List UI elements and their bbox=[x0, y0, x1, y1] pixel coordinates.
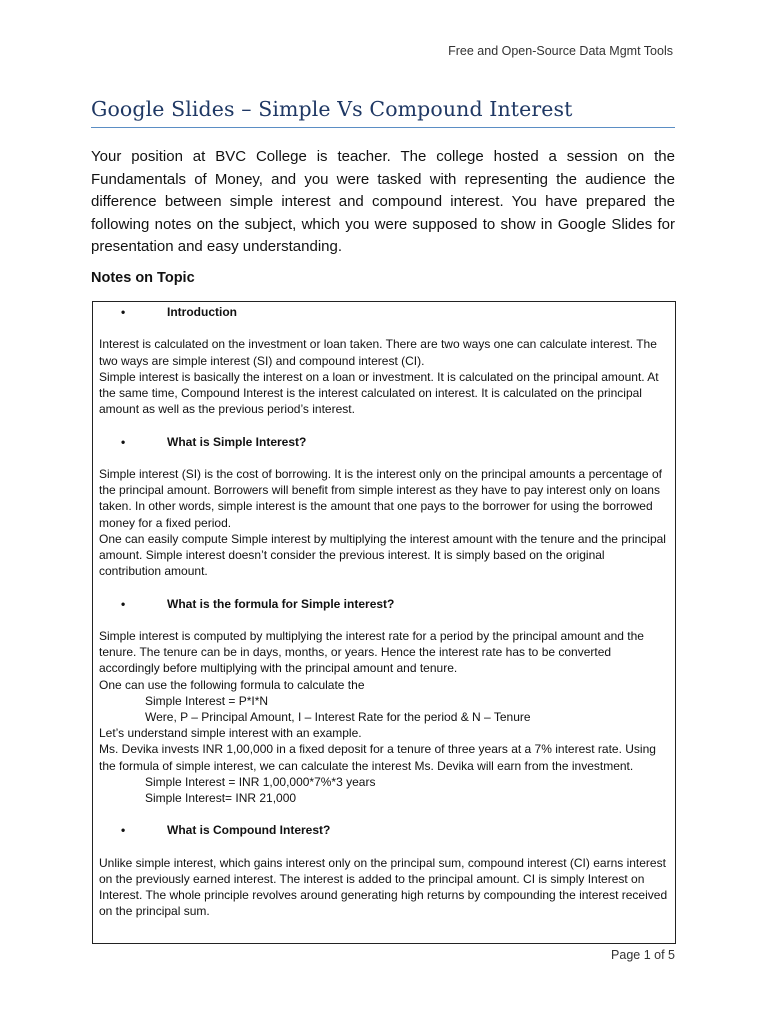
calculation-result: Simple Interest= INR 21,000 bbox=[145, 790, 297, 805]
bullet-icon: • bbox=[121, 434, 126, 449]
paragraph: Ms. Devika invests INR 1,00,000 in a fixed deposit for a tenure of three years at a 7% interest rate. Using the formula of simple interest, we can calculate the interest Ms. Devika will earn from the investment. bbox=[99, 742, 656, 773]
section-heading-text: What is Simple Interest? bbox=[167, 434, 307, 449]
paragraph: Simple interest (SI) is the cost of borrowing. It is the interest only on the principal amounts a percentage of the principal amount. Borrowers will benefit from simple interest as they have to pay interest only on loans taken. In other words, simple interest is the amount that one pays to the borrower for using the borrowed money for a fixed period. bbox=[99, 466, 662, 530]
document-title: Google Slides – Simple Vs Compound Interest bbox=[91, 97, 675, 128]
page-number: Page 1 of 5 bbox=[611, 948, 675, 962]
paragraph: Simple interest is basically the interest on a loan or investment. It is calculated on the principal amount. At the same time, Compound Interest is the interest calculated on interest. It is calculated on the principal amount as well as the previous period’s interest. bbox=[99, 369, 659, 417]
section-heading-simple-interest bbox=[99, 434, 669, 450]
section-heading-text: Introduction bbox=[167, 305, 237, 319]
running-header: Free and Open-Source Data Mgmt Tools bbox=[448, 44, 673, 58]
calculation-line: Simple Interest = INR 1,00,000*7%*3 years bbox=[145, 774, 376, 789]
bullet-icon: • bbox=[121, 823, 126, 838]
formula-definition: Were, P – Principal Amount, I – Interest Rate for the period & N – Tenure bbox=[145, 709, 531, 724]
bullet-icon: • bbox=[121, 596, 126, 611]
paragraph: Interest is calculated on the investment or loan taken. There are two ways one can calculate interest. The two ways are simple interest (SI) and compound interest (CI). bbox=[99, 337, 657, 368]
section-heading-compound-interest bbox=[99, 822, 669, 838]
section-heading-introduction bbox=[99, 304, 669, 320]
intro-paragraph: Your position at BVC College is teacher. The college hosted a session on the Fundamentals of Money, and you were tasked with representing the audience the difference between simple interest and compound interest. You have prepared the following notes on the subject, which you were supposed to show in Google Slides for presentation and easy understanding. bbox=[91, 148, 675, 256]
bullet-icon: • bbox=[121, 305, 126, 319]
paragraph: One can easily compute Simple interest by multiplying the interest amount with the tenure and the principal amount. Simple interest doesn’t consider the previous interest. It is simply based on the original contribution amount. bbox=[99, 531, 666, 579]
section-heading-formula bbox=[99, 596, 669, 612]
section-heading-text: What is the formula for Simple interest? bbox=[167, 596, 395, 611]
paragraph: Unlike simple interest, which gains interest only on the principal sum, compound interest (CI) earns interest on the previously earned interest. The interest is added to the principal amount. CI is simply Interest on Interest. The whole principle revolves around generating high returns by compounding the interest received on the principal sum. bbox=[99, 855, 668, 919]
notes-heading: Notes on Topic bbox=[91, 270, 195, 286]
formula-line: Simple Interest = P*I*N bbox=[145, 693, 269, 708]
section-heading-text: What is Compound Interest? bbox=[167, 823, 331, 838]
paragraph: Let’s understand simple interest with an example. bbox=[99, 726, 362, 741]
paragraph: Simple interest is computed by multiplying the interest rate for a period by the principal amount and the tenure. The tenure can be in days, months, or years. Hence the interest rate has to be converted accordingly before multiplying with the principal amount and tenure. bbox=[99, 628, 644, 676]
paragraph: One can use the following formula to calculate the bbox=[99, 677, 365, 692]
notes-box bbox=[92, 301, 676, 944]
